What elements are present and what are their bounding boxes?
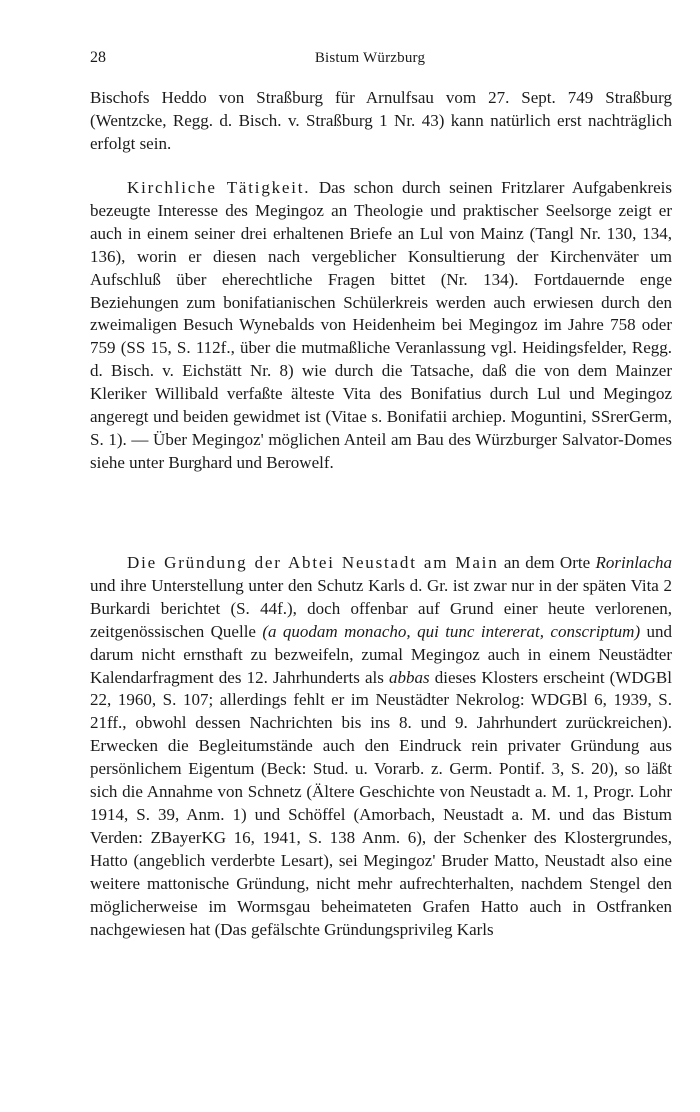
paragraph-body — [90, 177, 672, 475]
paragraph-continuation — [90, 87, 672, 156]
paragraph-text: Bischofs Heddo von Straßburg für Arnulfsau vom 27. Sept. 749 Straßburg (Wentzcke, Regg. d. Bisch. v. Straßburg 1 Nr. 43) kann natürlich erst nachträglich erfolgt sein. — [90, 88, 672, 153]
paragraph-body — [90, 552, 672, 941]
place-name: Rorinlacha — [595, 553, 672, 572]
source-quote: (a quodam monacho, qui tunc intererat, conscriptum) — [262, 621, 641, 641]
paragraph-text: dieses Klosters erscheint (WDGBl 22, 1960, S. 107; allerdings fehlt er im Neustädter Nekrolog: WDGBl 6, 1939, S. 21ff., obwohl dessen Nachrichten bis ins 8. und 9. Jahrhundert zurückreichen). Erwecken die Begleitumstände auch den Eindruck rein privater Gründung aus persönlichem Eigentum (Beck: Stud. u. Vorarb. z. Germ. Pontif. 3, S. 20), so läßt sich die Annahme von Schnetz (Ältere Geschichte von Neustadt a. M. 1, Progr. Lohr 1914, S. 39, Anm. 1) und Schöffel (Amorbach, Neustadt a. M. und das Bistum Verden: ZBayerKG 16, 1941, S. 138 Anm. 6), der Schenker des Klostergrundes, Hatto (angeblich verderbte Lesart), sei Megingoz' Bruder Matto, Neustadt also eine weitere mattonische Gründung, nicht mehr aufrechterhalten, nachdem Stengel den möglicherweise im Wormsgau beheimateten Grafen Hatto auch in Ostfranken nachgewiesen hat (Das gefälschte Gründungsprivileg Karls — [90, 667, 672, 939]
paragraph-kirchliche-taetigkeit — [90, 177, 672, 475]
paragraph-gruendung-neustadt — [90, 552, 672, 941]
paragraph-text: an dem Orte — [498, 553, 596, 572]
paragraph-text: und ihre Unterstellung unter den Schutz Karls d. Gr. ist zwar nur in der späten Vita 2 Burkardi berichtet (S. 44f.), doch offenbar auf Grund einer heute verlorenen, zeitgenössischen Quelle — [90, 575, 672, 641]
running-title: Bistum Würzburg — [314, 50, 426, 66]
page-number: 28 — [90, 49, 106, 66]
paragraph-text: Das schon durch seinen Fritzlarer Aufgabenkreis bezeugte Interesse des Megingoz an Theologie und praktischer Seelsorge zeigt er auch in einem seiner drei erhaltenen Briefe an Lul von Mainz (Tangl Nr. 130, 134, 136), worin er diesen nach vergeblicher Konsultierung der Kirchenväter um Aufschluß über eherechtliche Fragen bittet (Nr. 134). Fortdauernde enge Beziehungen zum bonifatianischen Schülerkreis werden auch erwiesen durch den zweimaligen Besuch Wynebalds von Heidenheim bei Megingoz im Jahre 758 oder 759 (SS 15, S. 112f., über die mutmaßliche Veranlassung vgl. Heidingsfelder, Regg. d. Bisch. v. Eichstätt Nr. 8) wie durch die Tatsache, daß die von dem Mainzer Kleriker Willibald verfaßte älteste Vita des Bonifatius durch Lul und Megingoz angeregt und beiden gewidmet ist (Vitae s. Bonifatii archiep. Moguntini, SSrerGerm, S. 1). — Über Megingoz' möglichen Anteil am Bau des Würzburger Salvator-Domes siehe unter Burghard und Berowelf. — [90, 178, 672, 472]
section-heading: Kirchliche Tätigkeit. — [127, 178, 311, 197]
paragraph-text: und darum nicht ernsthaft zu bezweifeln, zumal Megingoz auch in einem Neustädter Kalendarfragment des 12. Jahrhunderts als — [90, 621, 673, 687]
latin-term: abbas — [388, 667, 430, 687]
section-heading: Die Gründung der Abtei Neustadt am Main — [127, 553, 499, 572]
